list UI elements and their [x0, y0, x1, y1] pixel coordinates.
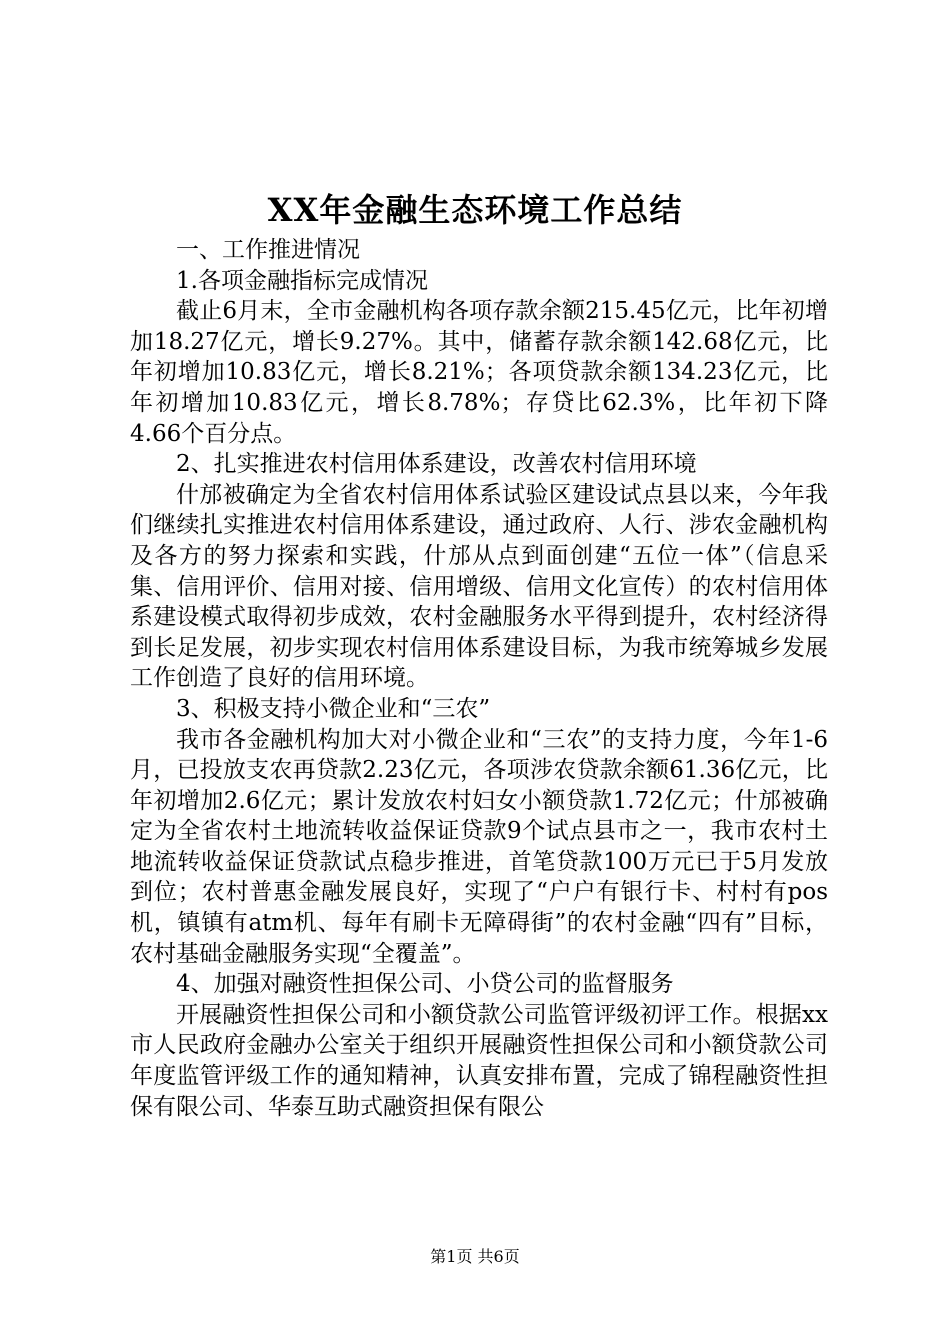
- document-body: [130, 235, 828, 1122]
- section-heading: 一、工作推进情况: [176, 237, 360, 263]
- subsection-heading: 2、扎实推进农村信用体系建设，改善农村信用环境: [176, 451, 697, 478]
- subsection-heading: 4、加强对融资性担保公司、小贷公司的监督服务: [176, 971, 674, 998]
- body-paragraph: 开展融资性担保公司和小额贷款公司监管评级初评工作。根据xx市人民政府金融办公室关于组织开展融资性担保公司和小额贷款公司年度监管评级工作的通知精神，认真安排布置，完成了锦程融资性担保有限公司、华泰互助式融资担保有限公: [130, 1001, 828, 1120]
- page-footer: 第1页 共6页: [430, 1247, 520, 1266]
- subsection-heading: 1.各项金融指标完成情况: [176, 267, 428, 294]
- subsection-heading: 3、积极支持小微企业和“三农”: [176, 695, 491, 722]
- body-paragraph: 我市各金融机构加大对小微企业和“三农”的支持力度，今年1-6月，已投放支农再贷款2.23亿元，各项涉农贷款余额61.36亿元，比年初增加2.6亿元；累计发放农村妇女小额贷款1.72亿元；什邡被确定为全省农村土地流转收益保证贷款9个试点县市之一，我市农村土地流转收益保证贷款试点稳步推进，首笔贷款100万元已于5月发放到位；农村普惠金融发展良好，实现了“户户有银行卡、村村有pos机，镇镇有atm机、每年有刷卡无障碍街”的农村金融“四有”目标，农村基础金融服务实现“全覆盖”。: [130, 726, 828, 967]
- page-title: XX年金融生态环境工作总结: [267, 191, 683, 229]
- body-paragraph: 截止6月末，全市金融机构各项存款余额215.45亿元，比年初增加18.27亿元，增长9.27%。其中，储蓄存款余额142.68亿元，比年初增加10.83亿元，增长8.21%；各项贷款余额134.23亿元，比年初增加10.83亿元，增长8.78%；存贷比62.3%，比年初下降4.66个百分点。: [130, 298, 828, 447]
- body-paragraph: 什邡被确定为全省农村信用体系试验区建设试点县以来，今年我们继续扎实推进农村信用体系建设，通过政府、人行、涉农金融机构及各方的努力探索和实践，什邡从点到面创建“五位一体”（信息采集、信用评价、信用对接、信用增级、信用文化宣传）的农村信用体系建设模式取得初步成效，农村金融服务水平得到提升，农村经济得到长足发展，初步实现农村信用体系建设目标，为我市统筹城乡发展工作创造了良好的信用环境。: [130, 481, 828, 692]
